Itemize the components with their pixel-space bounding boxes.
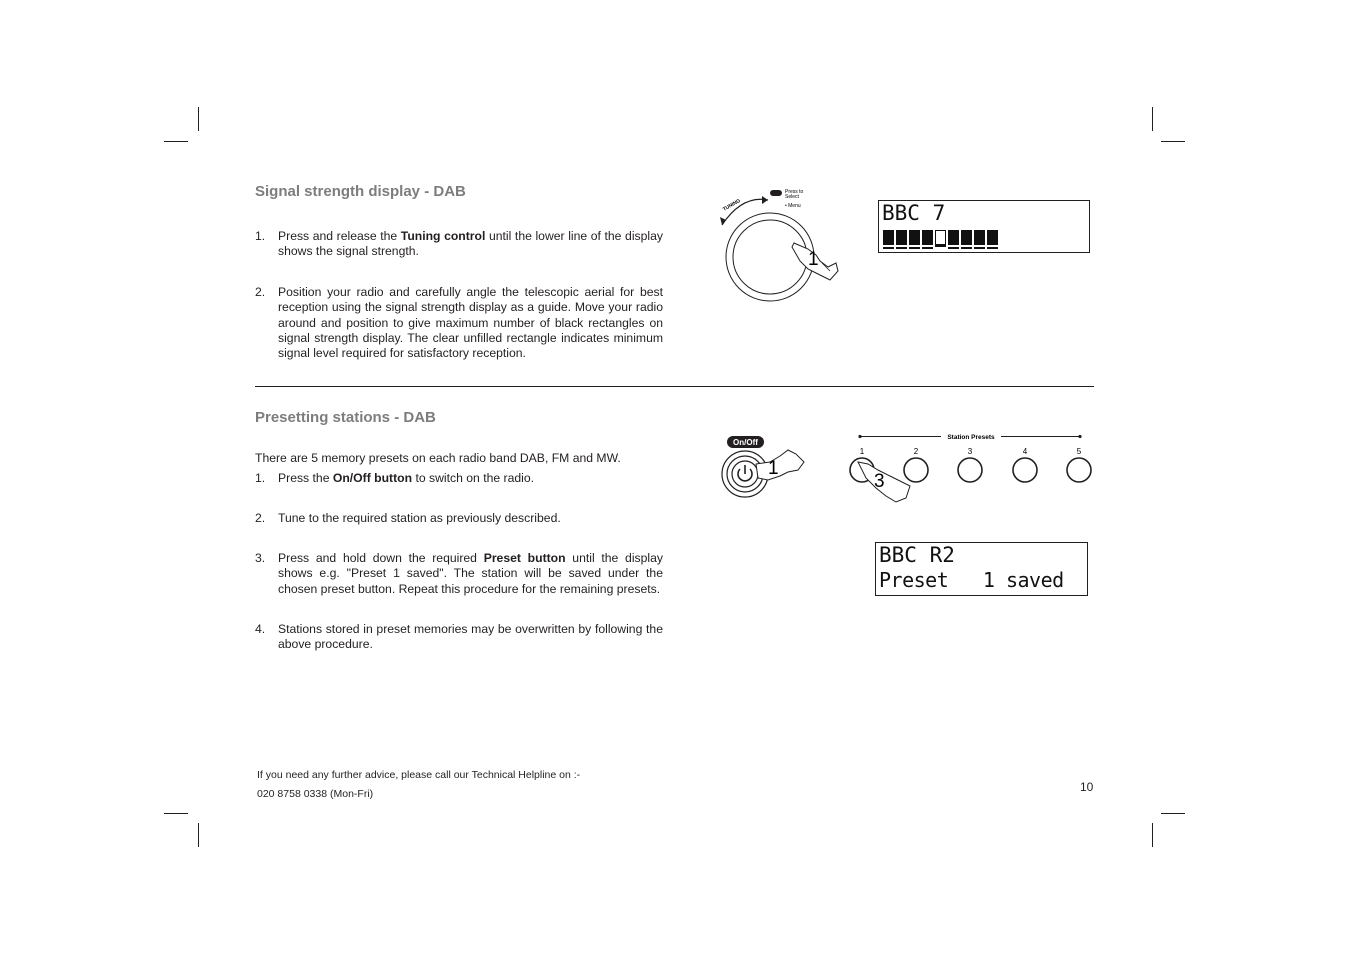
onoff-label: On/Off <box>733 438 758 447</box>
dial-label: TUNING <box>722 197 742 213</box>
lcd-line-1: BBC R2 <box>879 543 955 567</box>
callout-number: 1 <box>768 458 779 479</box>
preset-hand-illustration <box>852 456 922 506</box>
preset-number: 1 <box>859 447 865 456</box>
signal-bar-filled <box>961 230 972 247</box>
signal-bar-filled <box>948 230 959 247</box>
step-number: 2. <box>255 511 266 525</box>
step-item <box>255 622 663 653</box>
signal-bar-filled <box>909 230 920 247</box>
callout-number: 1 <box>808 249 819 270</box>
step-item <box>255 471 663 486</box>
preset-number: 2 <box>913 447 919 456</box>
step-number: 1. <box>255 471 266 485</box>
helpline-text: If you need any further advice, please call our Technical Helpline on :- <box>257 769 581 781</box>
select-label: Select <box>785 194 799 200</box>
step-number: 4. <box>255 622 266 636</box>
crop-mark <box>164 813 188 814</box>
page-number: 10 <box>1080 780 1094 794</box>
step-text: Stations stored in preset memories may be overwritten by following the above procedure. <box>278 622 663 652</box>
crop-mark <box>1161 141 1185 142</box>
lcd-display-preset <box>875 542 1088 596</box>
step-item <box>255 229 663 260</box>
signal-strength-bars <box>883 230 998 247</box>
preset-number: 3 <box>967 447 973 456</box>
step-item <box>255 285 663 361</box>
helpline-number: 020 8758 0338 (Mon-Fri) <box>257 788 374 800</box>
crop-mark <box>198 823 199 847</box>
signal-bar-filled <box>922 230 933 247</box>
section-heading-presetting: Presetting stations - DAB <box>255 409 436 426</box>
step-number: 3. <box>255 551 266 565</box>
step-text: Press the On/Off button to switch on the radio. <box>278 471 535 485</box>
signal-bar-filled <box>987 230 998 247</box>
crop-mark <box>198 107 199 131</box>
callout-number: 3 <box>874 471 885 492</box>
pointing-hand-icon <box>756 450 804 480</box>
dial-inner-ring <box>733 220 807 294</box>
lcd-display-signal <box>878 200 1090 253</box>
step-text: Press and hold down the required Preset button until the display shows e.g. "Preset 1 saved". The station will be saved under the chosen preset button. Repeat this procedure for the remaining presets. <box>278 551 663 596</box>
step-number: 1. <box>255 229 266 243</box>
lcd-line-1: BBC 7 <box>882 201 946 225</box>
preset-number: 4 <box>1022 447 1028 456</box>
intro-text: There are 5 memory presets on each radio band DAB, FM and MW. <box>255 451 621 465</box>
onoff-button-illustration <box>718 432 813 502</box>
crop-mark <box>1152 107 1153 131</box>
section-divider <box>255 386 1094 387</box>
preset-button-5 <box>1067 458 1091 482</box>
station-presets-label: Station Presets <box>947 434 995 441</box>
menu-label: • Menu <box>785 203 801 209</box>
preset-button-3 <box>958 458 982 482</box>
crop-mark <box>164 141 188 142</box>
step-item <box>255 511 663 526</box>
tuning-dial-illustration <box>712 183 847 303</box>
signal-bar-filled <box>883 230 894 247</box>
signal-bar-filled <box>896 230 907 247</box>
step-number: 2. <box>255 285 266 299</box>
signal-bar-minimum <box>935 230 946 245</box>
signal-bar-filled <box>974 230 985 247</box>
press-label: Press to <box>785 189 804 195</box>
step-text: Position your radio and carefully angle the telescopic aerial for best reception using the signal strength display as a guide. Move your radio around and position to give maximum number of black rectangles on signal strength display. The clear unfilled rectangle indicates minimum signal level required for satisfactory reception. <box>278 285 663 361</box>
preset-number: 5 <box>1076 447 1082 456</box>
select-button-icon <box>770 190 782 196</box>
step-text: Press and release the Tuning control until the lower line of the display shows the signal strength. <box>278 229 663 259</box>
section-heading-signal-strength: Signal strength display - DAB <box>255 183 466 200</box>
step-item <box>255 551 663 597</box>
crop-mark <box>1161 813 1185 814</box>
step-text: Tune to the required station as previously described. <box>278 511 561 525</box>
crop-mark <box>1152 823 1153 847</box>
preset-button-4 <box>1013 458 1037 482</box>
lcd-line-2: Preset 1 saved <box>879 568 1064 592</box>
